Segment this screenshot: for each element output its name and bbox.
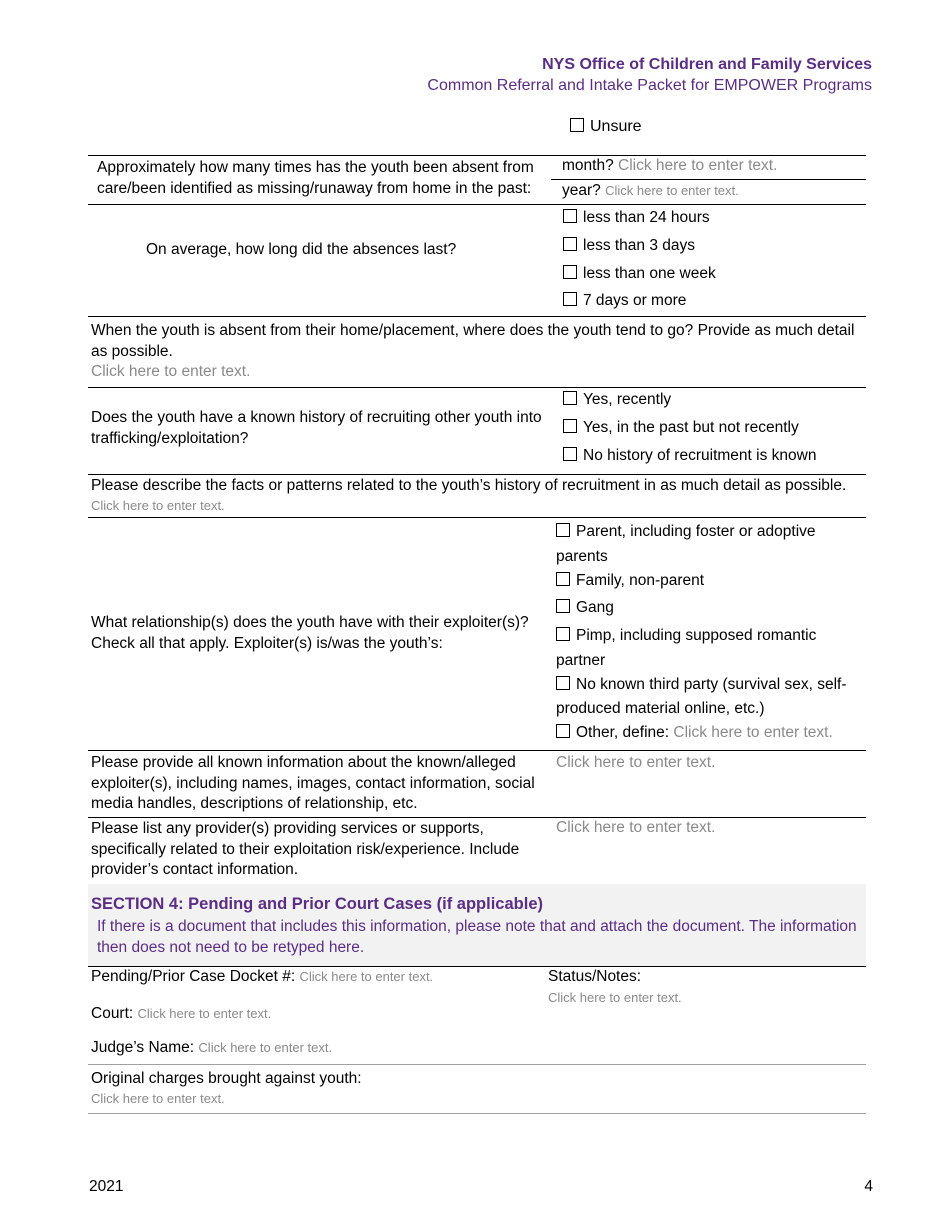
- checkbox[interactable]: [556, 627, 570, 641]
- row-divider: [88, 966, 866, 967]
- recruiting-question: Does the youth have a known history of recruiting other youth into trafficking/exploitation?: [91, 409, 542, 447]
- duration-question: On average, how long did the absences last?: [146, 241, 457, 258]
- option-label: Parent, including foster or adoptive: [576, 523, 816, 540]
- option-label: Other, define:: [576, 724, 670, 741]
- duration-option[interactable]: [563, 237, 695, 255]
- section-4-title: SECTION 4: Pending and Prior Court Cases (if applicable): [91, 895, 543, 913]
- row-divider: [88, 750, 866, 751]
- row-divider: [551, 179, 866, 180]
- docket-label: Pending/Prior Case Docket #:: [91, 968, 296, 985]
- checkbox[interactable]: [563, 419, 577, 433]
- section-4-note: If there is a document that includes this information, please note that and attach the document. The information then does not need to be retyped here.: [97, 918, 857, 956]
- row-divider: [88, 1113, 866, 1114]
- other-define-input[interactable]: Click here to enter text.: [673, 724, 833, 741]
- option-label: Yes, recently: [583, 391, 672, 408]
- page-number: 4: [864, 1178, 873, 1195]
- exploiter-info-input[interactable]: Click here to enter text.: [556, 754, 716, 771]
- status-label: Status/Notes:: [548, 968, 642, 985]
- exploiter-info-question: Please provide all known information about the known/alleged exploiter(s), including names, images, contact information, social media handles, descriptions of relationship, etc.: [91, 754, 535, 812]
- recruiting-option[interactable]: [563, 419, 799, 437]
- footer-year: 2021: [89, 1178, 124, 1195]
- option-label: Family, non-parent: [576, 572, 705, 589]
- org-name: NYS Office of Children and Family Services: [542, 56, 872, 73]
- option-label: less than 24 hours: [583, 209, 710, 226]
- providers-input[interactable]: Click here to enter text.: [556, 819, 716, 836]
- row-divider: [88, 316, 866, 317]
- relationship-option-continued: produced material online, etc.): [556, 700, 765, 717]
- row-divider: [88, 474, 866, 475]
- year-label: year?: [562, 182, 601, 199]
- providers-question: Please list any provider(s) providing services or supports, specifically related to their exploitation risk/experience. Include provider’s contact information.: [91, 820, 520, 878]
- row-divider: [88, 1064, 866, 1065]
- checkbox[interactable]: [556, 599, 570, 613]
- duration-option[interactable]: [563, 292, 686, 310]
- relationship-option-continued: partner: [556, 652, 606, 669]
- checkbox[interactable]: [570, 118, 584, 132]
- judge-input[interactable]: Click here to enter text.: [198, 1040, 333, 1055]
- option-label: Pimp, including supposed romantic: [576, 627, 817, 644]
- recruiting-option[interactable]: [563, 447, 816, 465]
- checkbox[interactable]: [563, 391, 577, 405]
- charges-label: Original charges brought against youth:: [91, 1070, 362, 1087]
- duration-option[interactable]: [563, 209, 710, 227]
- docket-field[interactable]: [91, 968, 433, 986]
- relationship-option[interactable]: [556, 676, 846, 694]
- court-input[interactable]: Click here to enter text.: [137, 1006, 272, 1021]
- month-input[interactable]: Click here to enter text.: [618, 157, 778, 174]
- relationship-option[interactable]: [556, 523, 816, 541]
- court-label: Court:: [91, 1005, 134, 1022]
- row-divider: [88, 817, 866, 818]
- status-input[interactable]: Click here to enter text.: [548, 990, 682, 1005]
- option-label: Gang: [576, 599, 614, 616]
- option-label: No known third party (survival sex, self-: [576, 676, 847, 693]
- checkbox[interactable]: [563, 292, 577, 306]
- charges-input[interactable]: Click here to enter text.: [91, 1091, 225, 1106]
- row-divider: [88, 387, 866, 388]
- judge-label: Judge’s Name:: [91, 1039, 195, 1056]
- checkbox[interactable]: [563, 265, 577, 279]
- option-label: less than one week: [583, 265, 716, 282]
- option-label: No history of recruitment is known: [583, 447, 817, 464]
- option-label: 7 days or more: [583, 292, 687, 309]
- recruit-detail-question: Please describe the facts or patterns related to the youth’s history of recruitment in as much detail as possible.: [91, 477, 847, 494]
- unsure-option[interactable]: [570, 118, 642, 136]
- checkbox[interactable]: [563, 209, 577, 223]
- where-go-question: When the youth is absent from their home/placement, where does the youth tend to go? Provide as much detail as possible.: [91, 322, 855, 360]
- relationship-question: What relationship(s) does the youth have with their exploiter(s)? Check all that apply. Exploiter(s) is/was the youth’s:: [91, 614, 529, 652]
- recruit-detail-input[interactable]: Click here to enter text.: [91, 498, 225, 513]
- option-label: less than 3 days: [583, 237, 696, 254]
- relationship-option[interactable]: [556, 627, 816, 645]
- relationship-option-continued: parents: [556, 548, 608, 565]
- option-label: Yes, in the past but not recently: [583, 419, 799, 436]
- month-field[interactable]: [562, 157, 777, 175]
- option-label: Unsure: [590, 118, 642, 135]
- relationship-option[interactable]: [556, 572, 704, 590]
- checkbox[interactable]: [556, 724, 570, 738]
- absences-question: Approximately how many times has the youth been absent from care/been identified as missing/runaway from home in the past:: [97, 159, 534, 197]
- checkbox[interactable]: [563, 447, 577, 461]
- relationship-option[interactable]: [556, 724, 833, 742]
- year-input[interactable]: Click here to enter text.: [605, 183, 739, 198]
- row-divider: [88, 204, 866, 205]
- row-divider: [88, 517, 866, 518]
- duration-option[interactable]: [563, 265, 716, 283]
- docket-input[interactable]: Click here to enter text.: [299, 969, 434, 984]
- checkbox[interactable]: [563, 237, 577, 251]
- packet-subtitle: Common Referral and Intake Packet for EMPOWER Programs: [427, 77, 872, 94]
- month-label: month?: [562, 157, 614, 174]
- court-field[interactable]: [91, 1005, 271, 1023]
- year-field[interactable]: [562, 182, 739, 200]
- where-go-input[interactable]: Click here to enter text.: [91, 363, 251, 380]
- judge-field[interactable]: [91, 1039, 332, 1057]
- row-divider: [88, 155, 866, 156]
- checkbox[interactable]: [556, 676, 570, 690]
- relationship-option[interactable]: [556, 599, 614, 617]
- checkbox[interactable]: [556, 523, 570, 537]
- checkbox[interactable]: [556, 572, 570, 586]
- recruiting-option[interactable]: [563, 391, 671, 409]
